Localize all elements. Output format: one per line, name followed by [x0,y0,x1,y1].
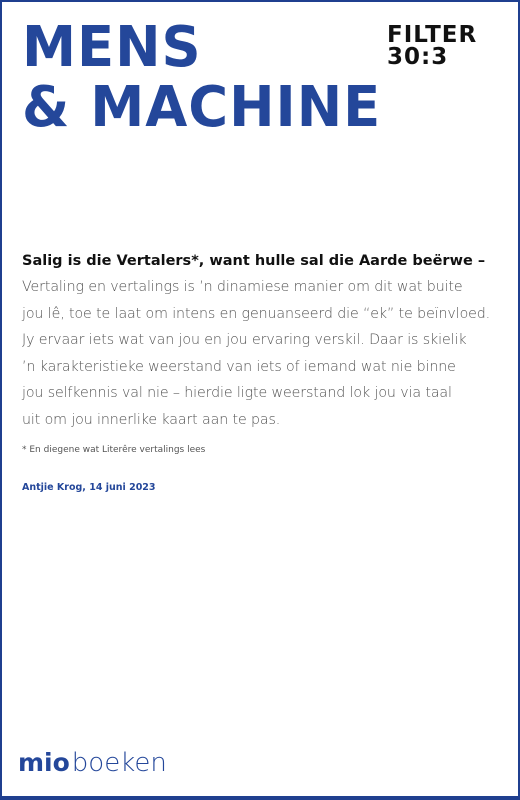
quote-line-5: jou selfkennis val nie – hierdie ligte weerstand lok jou via taal [22,385,452,401]
quote-footnote: * En diegene wat Literêre vertalings lees [22,445,206,455]
filter-issue-number: 30:3 [387,44,449,70]
logo-light-part: boeken [71,748,167,778]
quote-line-6: uit om jou innerlike kaart aan te pas. [22,411,281,428]
title-line-1: MENS [22,15,202,80]
quote-block [22,248,502,495]
quote-line-4: ’n karakteristieke weerstand van iets of iemand wat nie binne [22,358,456,375]
quote-line-2: jou lê, toe te laat om intens en genuanseerd die “ek” te beïnvloed. [22,305,491,322]
title-line-2: & MACHINE [22,75,382,140]
quote-line-1: Vertaling en vertalings is ’n dinamiese manier om dit wat buite [22,279,463,295]
logo-bold-part: mio [18,748,70,777]
filter-name: FILTER [387,22,478,48]
quote-heading: Salig is die Vertalers*, want hulle sal die Aarde beërwe – [22,253,486,269]
publisher-logo [18,748,167,778]
filter-issue-label [387,24,477,68]
cover-title [22,15,382,140]
quote-line-3: Jy ervaar iets wat van jou en jou ervaring verskil. Daar is skielik [22,332,467,348]
quote-signature: Antjie Krog, 14 juni 2023 [22,482,156,493]
